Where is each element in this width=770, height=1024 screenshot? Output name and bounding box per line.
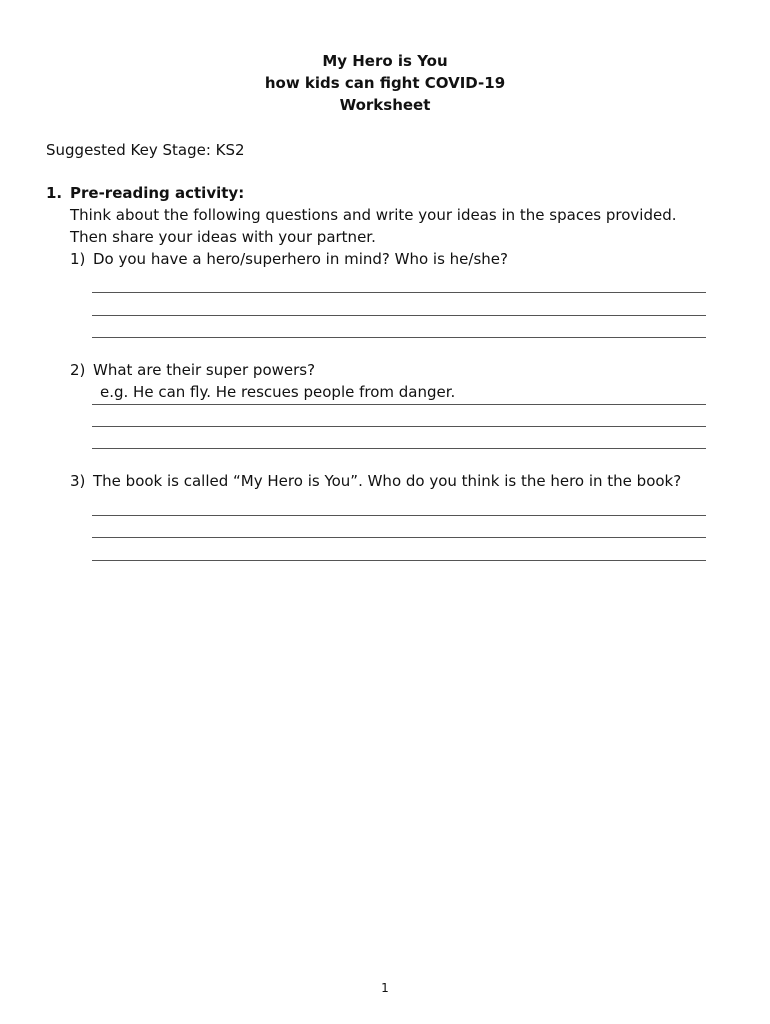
answer-line[interactable]	[92, 448, 706, 449]
worksheet-label: Worksheet	[339, 96, 431, 114]
worksheet-title: My Hero is You	[322, 52, 448, 70]
answer-line[interactable]	[92, 426, 706, 427]
question-2-example: e.g. He can fly. He rescues people from danger.	[100, 383, 456, 401]
question-2-number: 2)	[70, 361, 86, 379]
section-heading: Pre-reading activity:	[70, 184, 245, 202]
answer-line[interactable]	[92, 537, 706, 538]
answer-line[interactable]	[92, 404, 706, 405]
answer-line[interactable]	[92, 315, 706, 316]
answer-line[interactable]	[92, 515, 706, 516]
question-3-text: The book is called “My Hero is You”. Who do you think is the hero in the book?	[93, 472, 682, 490]
answer-line[interactable]	[92, 337, 706, 338]
page-number: 1	[381, 981, 389, 995]
key-stage-text: Suggested Key Stage: KS2	[46, 141, 245, 159]
worksheet-subtitle: how kids can fight COVID-19	[264, 74, 506, 92]
answer-line[interactable]	[92, 560, 706, 561]
question-1-text: Do you have a hero/superhero in mind? Who is he/she?	[93, 250, 508, 268]
instruction-line-1: Think about the following questions and write your ideas in the spaces provided.	[70, 206, 677, 224]
section-number: 1.	[46, 184, 63, 202]
question-1-number: 1)	[70, 250, 86, 268]
answer-line[interactable]	[92, 292, 706, 293]
question-2-text: What are their super powers?	[93, 361, 316, 379]
instruction-line-2: Then share your ideas with your partner.	[70, 228, 376, 246]
question-3-number: 3)	[70, 472, 86, 490]
